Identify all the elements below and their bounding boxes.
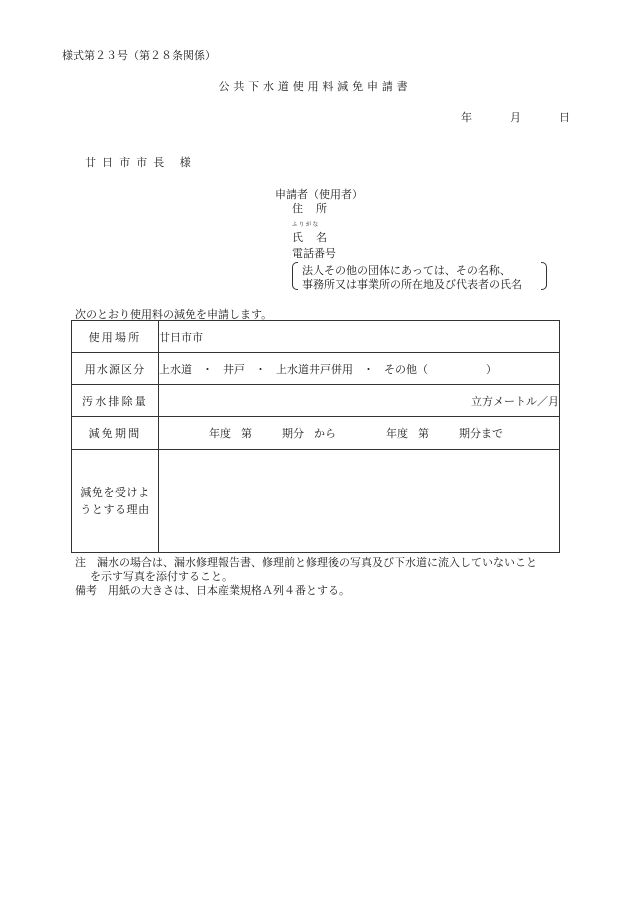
discharge-volume-field[interactable] xyxy=(159,385,560,417)
application-table xyxy=(71,320,560,553)
table-row xyxy=(72,321,560,353)
footnote-remark: 備考 用紙の大きさは、日本産業規格Ａ列４番とする。 xyxy=(75,584,350,597)
applicant-heading: 申請者（使用者） xyxy=(275,188,363,201)
table-row xyxy=(72,385,560,417)
intro-text: 次のとおり使用料の減免を申請します。 xyxy=(75,308,273,321)
reduction-period-field[interactable]: 年度 第 期分 から 年度 第 期分まで xyxy=(159,417,560,450)
address-label: 住 所 xyxy=(292,202,327,215)
discharge-volume-label: 汚水排除量 xyxy=(72,385,159,417)
table-row xyxy=(72,417,560,450)
reduction-reason-label: 減免を受けようとする理由 xyxy=(72,450,159,553)
bracket-right xyxy=(541,262,547,290)
reduction-reason-field[interactable] xyxy=(159,450,560,553)
corporate-note-line2: 事務所又は事業所の所在地及び代表者の氏名 xyxy=(302,278,522,291)
water-source-options: 上水道 ・ 井戸 ・ 上水道井戸併用 ・ その他（ ） xyxy=(159,353,560,385)
phone-label: 電話番号 xyxy=(292,247,336,260)
bracket-left xyxy=(292,262,298,290)
table-row xyxy=(72,353,560,385)
option-other[interactable]: その他（ xyxy=(384,362,428,376)
option-well[interactable]: 井戸 xyxy=(223,362,245,376)
option-combined[interactable]: 上水道井戸併用 xyxy=(276,362,353,376)
water-source-label: 用水源区分 xyxy=(72,353,159,385)
option-waterworks[interactable]: 上水道 xyxy=(159,362,192,376)
month-label: 月 xyxy=(510,111,521,124)
name-label: 氏 名 xyxy=(292,231,327,244)
footnote-note-continued: を示す写真を添付すること。 xyxy=(90,570,233,583)
volume-unit: 立方メートル／月 xyxy=(471,394,559,408)
footnote-note: 注 漏水の場合は、漏水修理報告書、修理前と修理後の写真及び下水道に流入していないこと xyxy=(75,556,537,569)
usage-location-label: 使用場所 xyxy=(72,321,159,353)
page-title: 公共下水道使用料減免申請書 xyxy=(218,80,412,93)
name-furigana: ふりがな xyxy=(292,222,320,228)
reduction-period-label: 減免期間 xyxy=(72,417,159,450)
addressee: 廿日市市長 様 xyxy=(85,156,197,169)
form-number: 様式第２３号（第２８条関係） xyxy=(62,49,216,62)
date-line xyxy=(461,109,570,125)
day-label: 日 xyxy=(559,111,570,124)
year-label: 年 xyxy=(461,111,472,124)
corporate-note xyxy=(292,261,547,291)
table-row xyxy=(72,450,560,553)
corporate-note-line1: 法人その他の団体にあっては、その名称、 xyxy=(302,264,511,277)
usage-location-field[interactable]: 廿日市市 xyxy=(159,321,560,353)
